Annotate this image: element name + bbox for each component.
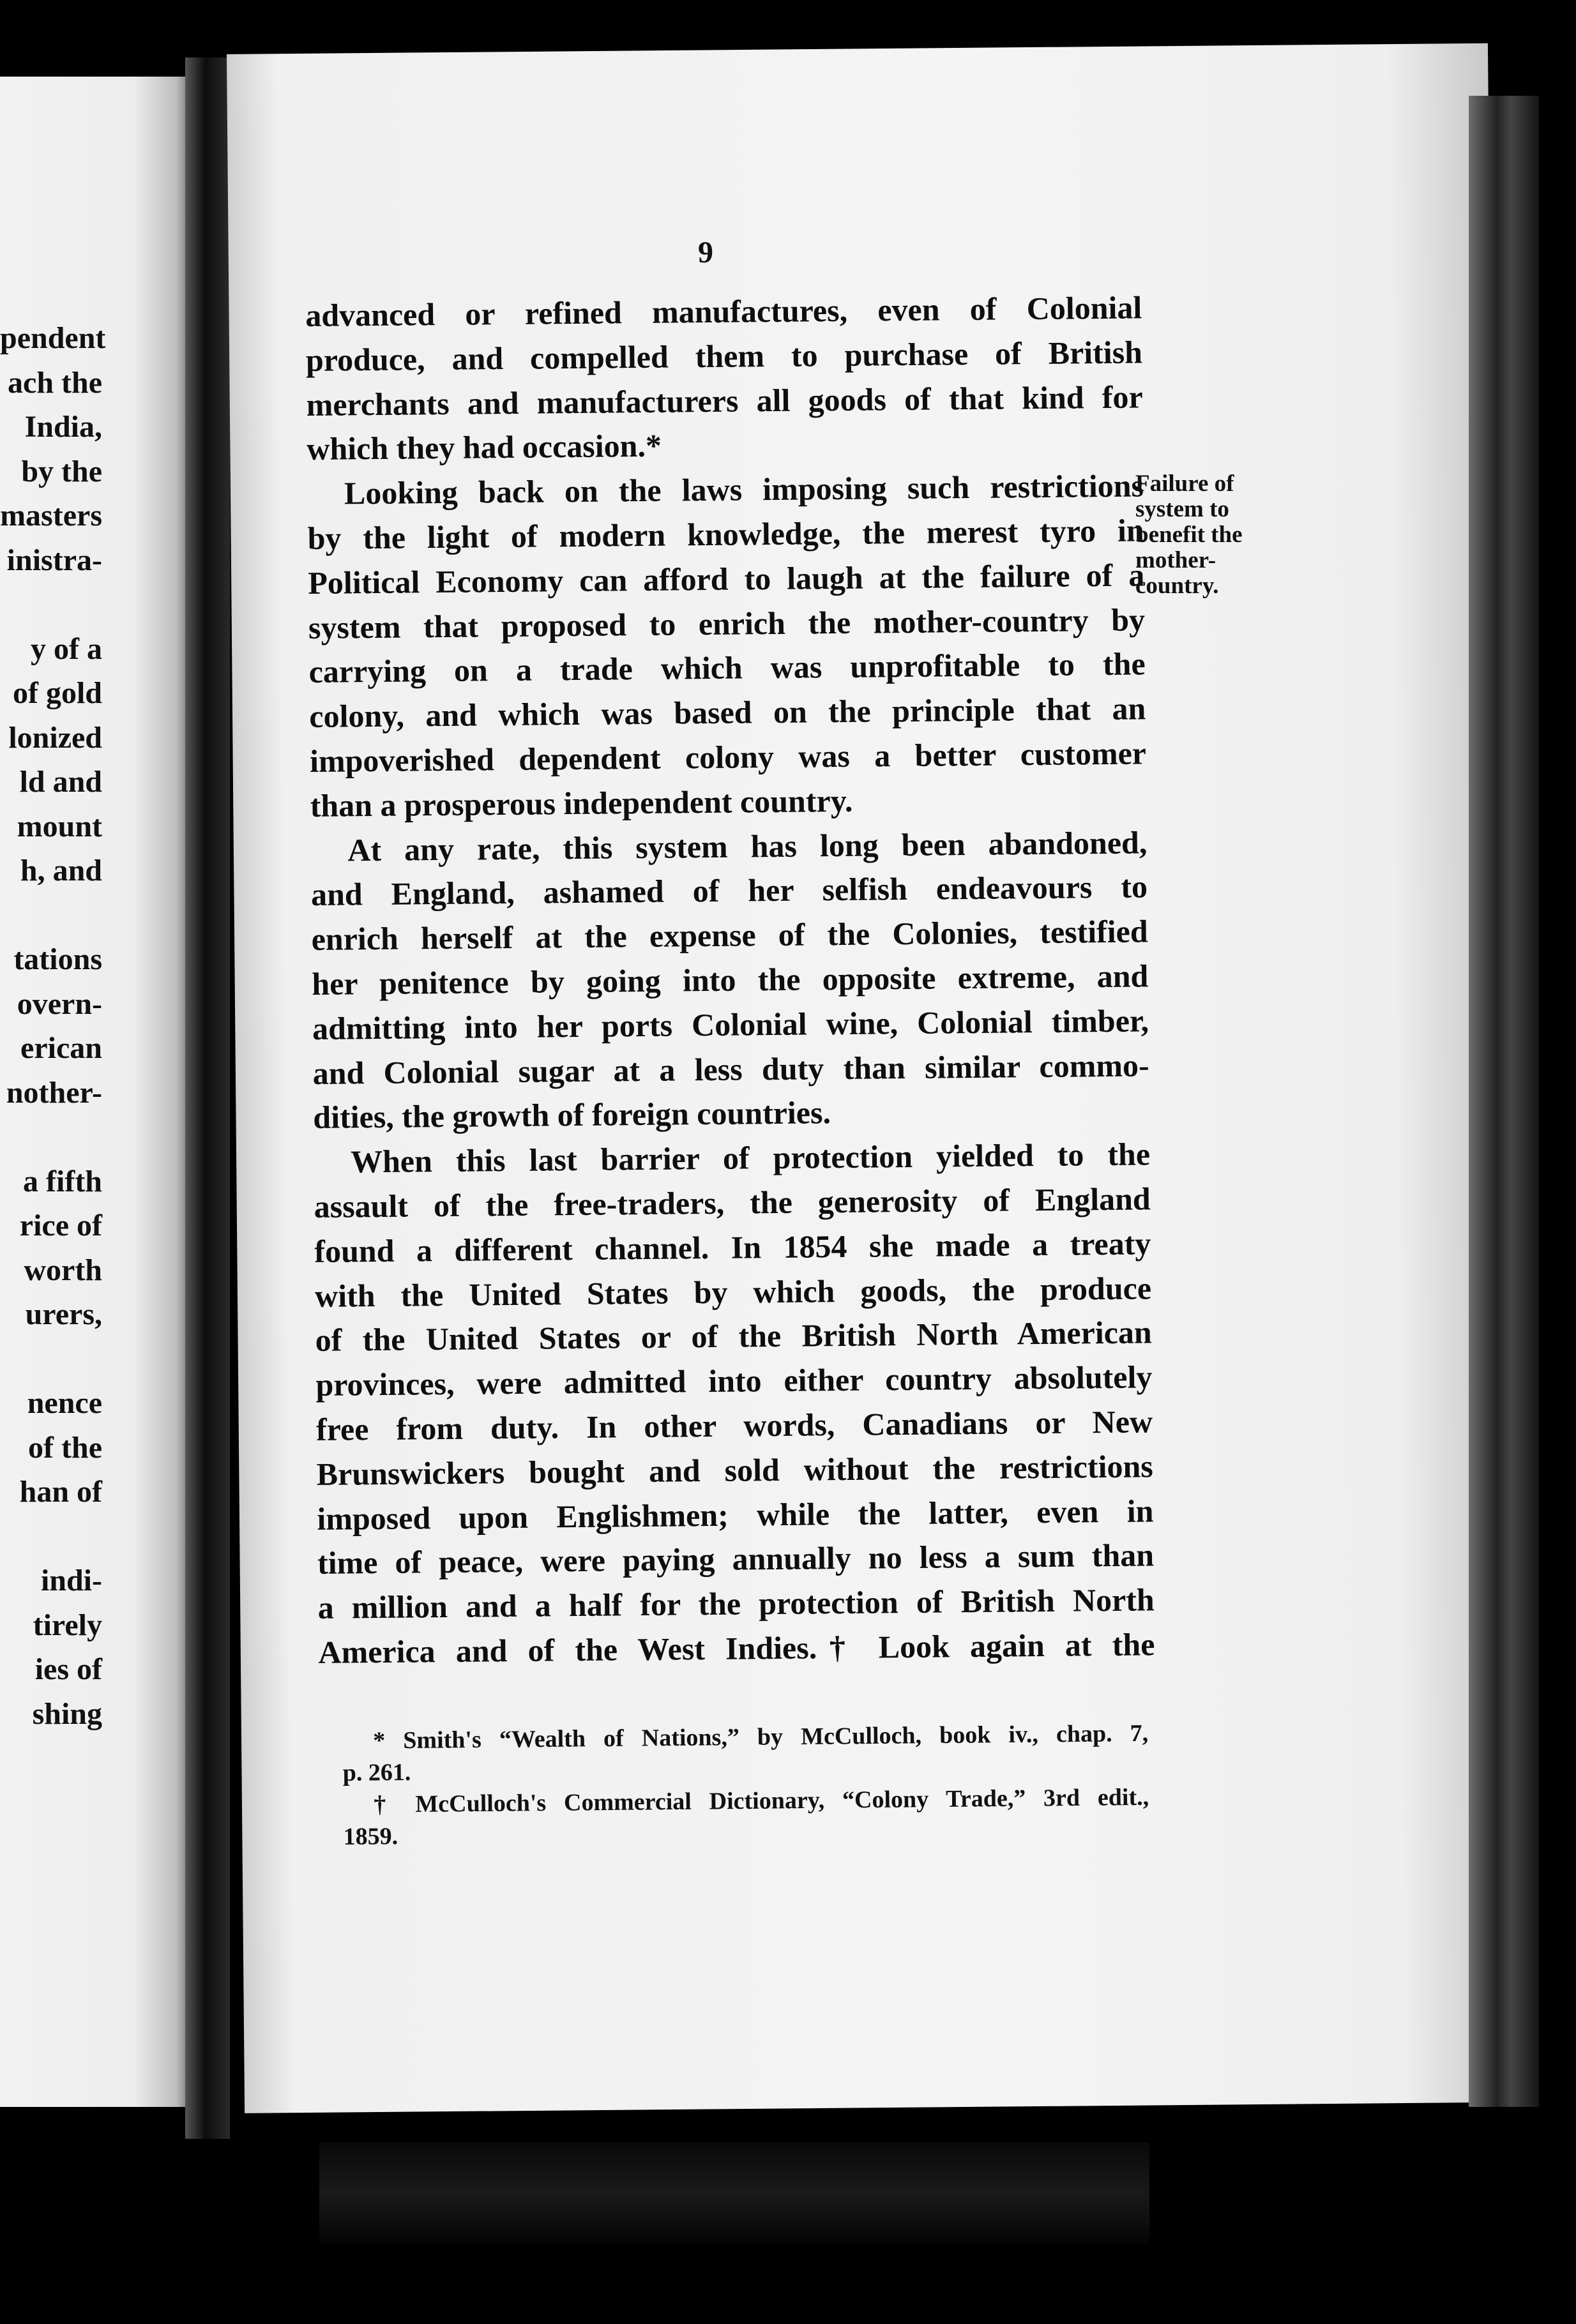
left-page-line-fragment: ld and [19,765,102,799]
book-gutter [185,57,230,2139]
body-line: Political Economy can afford to laugh at the failure of a [308,557,1145,601]
left-page-line-fragment: indi- [40,1564,102,1597]
left-page-line-fragment: by the [21,454,102,488]
left-page-line-fragment: ies of [34,1652,102,1686]
left-page-line-fragment [0,1514,102,1559]
body-line: of the United States or of the British North American [315,1314,1152,1359]
page-edges [1469,96,1539,2107]
body-line: time of peace, were paying annually no less a sum than [317,1537,1155,1581]
left-page-line-fragment: rice of [19,1209,102,1242]
left-page-line-fragment [0,893,102,938]
left-page-line-fragment: pendent [0,321,106,355]
page-number: 9 [698,236,713,269]
body-line: with the United States by which goods, the produce [314,1269,1152,1314]
left-page-line-fragment: tations [13,942,102,976]
left-page-line-fragment: India, [24,410,102,444]
left-page-line-fragment: inistra- [6,543,102,577]
left-page-line-fragment: y of a [31,631,102,666]
body-line: assault of the free-traders, the generosity of England [314,1181,1151,1225]
body-line: When this last barrier of protection yielded to the [350,1136,1151,1180]
left-page-line-fragment: shing [32,1696,102,1731]
body-line: enrich herself at the expense of the Colonies, testified [311,913,1148,958]
left-page-line-fragment: tirely [33,1608,102,1642]
margin-note-line: mother- [1135,547,1216,573]
left-page-line-fragment: erican [20,1031,102,1065]
left-page-line-fragment: ach the [8,365,102,400]
body-line: which they had occasion.* [307,428,662,467]
body-line: her penitence by going into the opposite extreme, and [312,958,1149,1002]
left-page-line-fragment: han of [19,1475,102,1509]
left-page-line-fragment: nence [27,1386,102,1420]
left-page-line-fragment: mount [17,809,102,843]
footnote-line: p. 261. [342,1758,411,1786]
body-line: found a different channel. In 1854 she made a treaty [314,1225,1151,1269]
body-line: admitting into her ports Colonial wine, Colonial timber, [312,1002,1149,1046]
left-page-line-fragment: lonized [8,720,102,755]
body-line: carrying on a trade which was unprofitable to the [308,645,1146,690]
left-page-text-fragments [0,316,106,1736]
body-line: imposed upon Englishmen; while the latter, even in [317,1492,1154,1537]
body-line: Brunswickers bought and sold without the restrictions [316,1448,1153,1492]
left-page-line-fragment: of the [28,1430,102,1465]
body-line: and England, ashamed of her selfish endeavours to [310,868,1148,913]
left-page-line-fragment [0,582,102,627]
left-page-line-fragment: masters [0,499,102,532]
left-page-line-fragment [0,1115,102,1159]
left-page-line-fragment: nother- [6,1075,102,1110]
margin-note [1135,471,1263,599]
body-line: free from duty. In other words, Canadians or New [315,1403,1153,1447]
left-page-line-fragment: urers, [25,1297,102,1331]
left-page-line-fragment: of gold [12,676,102,710]
body-line: and Colonial sugar at a less duty than similar commo- [312,1046,1149,1091]
bleed-through-ghost [1229,345,1234,366]
body-line: a million and a half for the protection of British North [317,1581,1155,1626]
body-line: than a prosperous independent country. [310,782,853,824]
margin-note-line: country. [1135,573,1219,599]
margin-note-line: benefit the [1135,522,1243,548]
body-line: merchants and manufacturers all goods of that kind for [306,379,1143,423]
left-facing-page [0,77,192,2107]
body-line: dities, the growth of foreign countries. [313,1094,831,1136]
footnote-line: † McCulloch's Commercial Dictionary, “Colony Trade,” 3rd edit., [373,1783,1149,1818]
body-line: provinces, were admitted into either country absolutely [315,1359,1153,1403]
footnote-line: 1859. [343,1823,398,1850]
body-line: Looking back on the laws imposing such restrictions [344,467,1144,511]
body-line: impoverished dependent colony was a better customer [309,735,1147,779]
margin-note-line: Failure of [1135,471,1234,497]
scan-shadow [319,2142,1149,2244]
body-line: advanced or refined manufactures, even of Colonial [305,289,1142,333]
body-line: At any rate, this system has long been abandoned, [347,824,1148,868]
body-line: America and of the West Indies.† Look again at the [318,1626,1155,1670]
margin-note-line: system to [1135,496,1229,522]
left-page-line-fragment: worth [24,1253,102,1287]
footnotes [342,1717,1149,1853]
body-line: by the light of modern knowledge, the merest tyro in [307,512,1144,556]
left-page-line-fragment: a fifth [23,1164,102,1198]
footnote-line: * Smith's “Wealth of Nations,” by McCulloch, book iv., chap. 7, [373,1719,1149,1754]
body-text [305,285,1155,1675]
body-line: system that proposed to enrich the mother-country by [308,601,1146,645]
body-line: produce, and compelled them to purchase of British [305,334,1143,378]
left-page-line-fragment: overn- [17,986,102,1021]
left-page-line-fragment: h, and [20,854,102,887]
body-line: colony, and which was based on the principle that an [309,690,1146,735]
left-page-line-fragment [0,1337,102,1382]
